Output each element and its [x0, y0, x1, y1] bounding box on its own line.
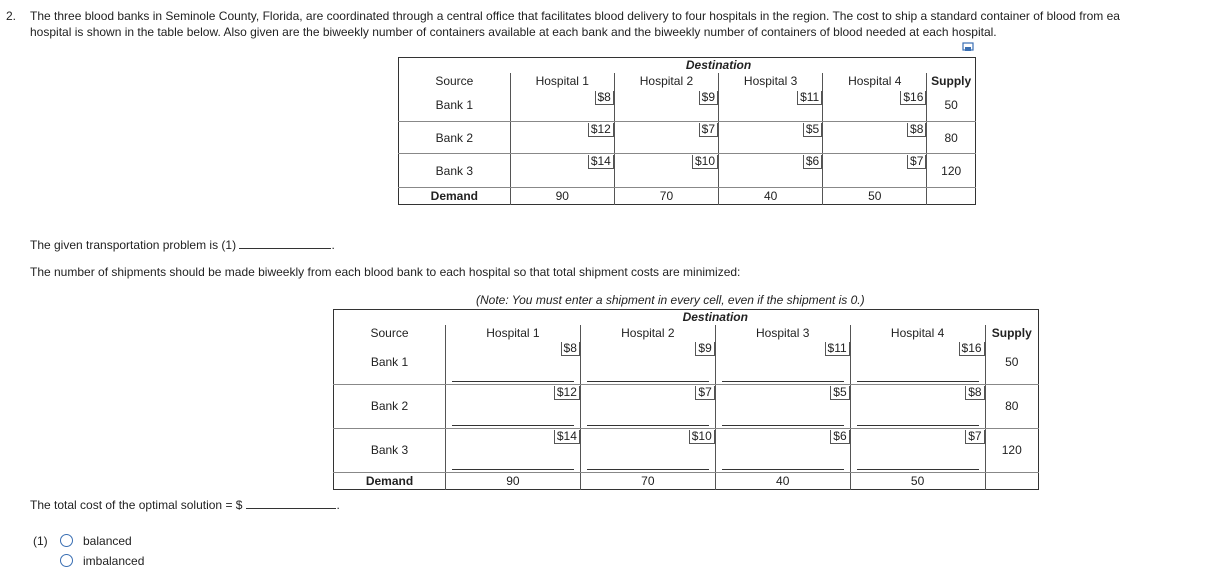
demand-hospital-2: 70: [614, 188, 718, 205]
shipment-input-b3-h4[interactable]: [857, 449, 979, 470]
demand-label-2: Demand: [334, 472, 446, 489]
cost2-b2-h4: $8: [965, 386, 984, 400]
shipment-input-b2-h2[interactable]: [587, 405, 709, 426]
supply-bank-2: 80: [927, 122, 976, 154]
shipments-text: The number of shipments should be made biweekly from each blood bank to each hospital so that total shipment costs are minimized:: [30, 265, 741, 279]
cost-b1-h2: $9: [699, 91, 718, 105]
cost-b3-h4: $7: [907, 155, 926, 169]
cost2-b3-h2: $10: [689, 430, 715, 444]
cost-b3-h1: $14: [588, 155, 614, 169]
cost2-b1-h3: $11: [825, 342, 850, 356]
bank-1-label-2: Bank 1: [334, 341, 446, 385]
demand2-hospital-4: 50: [850, 472, 985, 489]
supply2-bank-1: 50: [985, 341, 1038, 385]
cost-b2-h1: $12: [588, 123, 614, 137]
bank-1-label: Bank 1: [399, 90, 511, 122]
bank-2-label: Bank 2: [399, 122, 511, 154]
shipment-input-b2-h1[interactable]: [452, 405, 574, 426]
radio-balanced[interactable]: [60, 534, 73, 547]
bank-3-label-2: Bank 3: [334, 428, 446, 472]
cost-b3-h2: $10: [692, 155, 718, 169]
demand-hospital-4: 50: [823, 188, 927, 205]
hospital-2-header: Hospital 2: [614, 73, 718, 90]
total-cost-statement: The total cost of the optimal solution = $ .: [30, 494, 340, 512]
cost2-b2-h1: $12: [554, 386, 580, 400]
hospital-4-header-2: Hospital 4: [850, 325, 985, 341]
cost2-b1-h2: $9: [695, 342, 714, 356]
shipment-table: [333, 309, 1039, 490]
destination-header-2: Destination: [682, 310, 748, 325]
demand2-hospital-1: 90: [445, 472, 580, 489]
shipment-input-b1-h3[interactable]: [722, 361, 844, 382]
cost2-b3-h3: $6: [830, 430, 849, 444]
cost-b1-h4: $16: [900, 91, 926, 105]
cost2-b2-h2: $7: [695, 386, 714, 400]
shipment-input-b1-h1[interactable]: [452, 361, 574, 382]
cost-b1-h3: $11: [797, 91, 822, 105]
shipment-input-b3-h3[interactable]: [722, 449, 844, 470]
given-text: The given transportation problem is (1): [30, 238, 237, 252]
cost-b2-h3: $5: [803, 123, 822, 137]
destination-header: Destination: [685, 58, 752, 73]
cost-table: [398, 57, 976, 205]
shipment-input-b1-h4[interactable]: [857, 361, 979, 382]
demand2-hospital-2: 70: [580, 472, 715, 489]
option-imbalanced[interactable]: [60, 554, 144, 568]
supply2-bank-3: 120: [985, 428, 1038, 472]
bank-3-label: Bank 3: [399, 154, 511, 188]
demand2-hospital-3: 40: [715, 472, 850, 489]
supply-header: Supply: [927, 73, 976, 90]
hospital-4-header: Hospital 4: [823, 73, 927, 90]
bank-2-label-2: Bank 2: [334, 384, 446, 428]
hospital-1-header-2: Hospital 1: [445, 325, 580, 341]
supply-header-2: Supply: [985, 325, 1038, 341]
shipment-input-b2-h4[interactable]: [857, 405, 979, 426]
cost2-b1-h1: $8: [561, 342, 580, 356]
cost2-b2-h3: $5: [830, 386, 849, 400]
hospital-3-header: Hospital 3: [719, 73, 823, 90]
hospital-3-header-2: Hospital 3: [715, 325, 850, 341]
given-statement: The given transportation problem is (1) .: [30, 238, 335, 252]
supply-bank-3: 120: [927, 154, 976, 188]
cost-b1-h1: $8: [595, 91, 614, 105]
cost2-b1-h4: $16: [959, 342, 985, 356]
option-imbalanced-label: imbalanced: [83, 554, 145, 568]
shipment-input-b1-h2[interactable]: [587, 361, 709, 382]
demand-label: Demand: [399, 188, 511, 205]
hospital-2-header-2: Hospital 2: [580, 325, 715, 341]
cost2-b3-h4: $7: [965, 430, 984, 444]
cost-b3-h3: $6: [803, 155, 822, 169]
shipment-input-b2-h3[interactable]: [722, 405, 844, 426]
shipment-input-b3-h1[interactable]: [452, 449, 574, 470]
supply-bank-1: 50: [927, 90, 976, 122]
question-text-line2: hospital is shown in the table below. Also given are the biweekly number of containers available at each bank and the biweekly number of containers of blood needed at each hospital.: [30, 25, 997, 39]
cost-b2-h4: $8: [907, 123, 926, 137]
hospital-1-header: Hospital 1: [510, 73, 614, 90]
note-text: (Note: You must enter a shipment in every cell, even if the shipment is 0.): [476, 293, 865, 307]
cost-b2-h2: $7: [699, 123, 718, 137]
radio-imbalanced[interactable]: [60, 554, 73, 567]
supply2-bank-2: 80: [985, 384, 1038, 428]
source-header: Source: [435, 74, 474, 88]
question-text-line1: The three blood banks in Seminole County, Florida, are coordinated through a central office that facilitates blood delivery to four hospitals in the region. The cost to ship a standard container of blood from ea: [30, 9, 1120, 23]
option-balanced[interactable]: [60, 534, 132, 548]
shipment-input-b3-h2[interactable]: [587, 449, 709, 470]
total-cost-text: The total cost of the optimal solution = $: [30, 498, 243, 512]
total-cost-input[interactable]: [246, 494, 336, 509]
print-icon[interactable]: [962, 42, 974, 52]
question-number: 2.: [6, 9, 17, 23]
cost2-b3-h1: $14: [554, 430, 580, 444]
source-header-2: Source: [370, 325, 409, 340]
option-balanced-label: balanced: [83, 534, 132, 548]
choice-label: (1): [33, 534, 48, 548]
demand-hospital-3: 40: [719, 188, 823, 205]
demand-hospital-1: 90: [510, 188, 614, 205]
given-answer-blank[interactable]: [239, 236, 331, 249]
